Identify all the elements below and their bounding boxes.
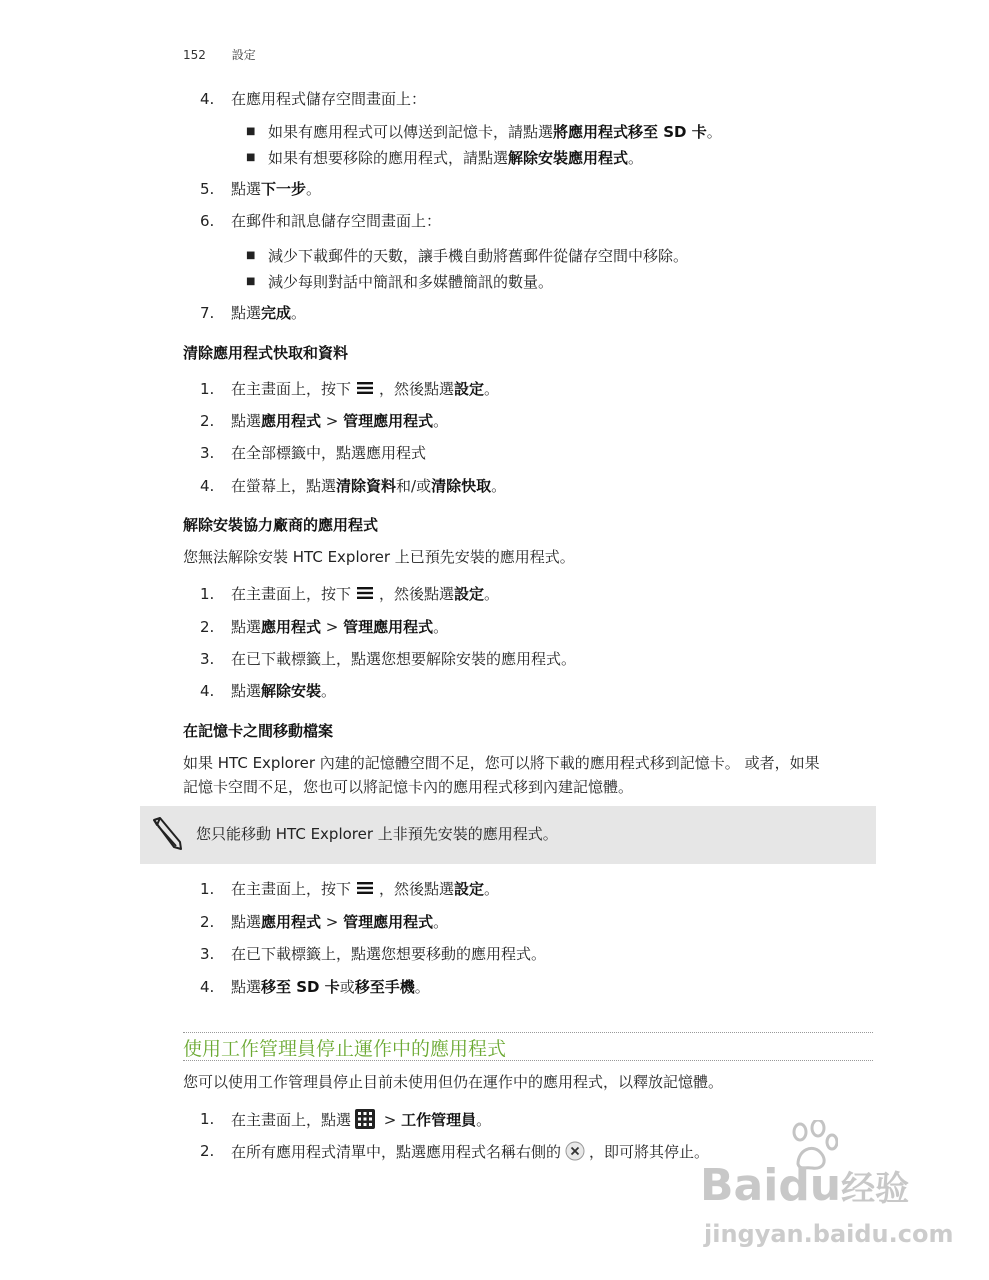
step-number: 7. <box>200 304 215 322</box>
step-text: 在已下載標籤上，點選您想要移動的應用程式。 <box>231 945 547 963</box>
page-header <box>183 46 256 63</box>
section-name: 設定 <box>231 48 256 62</box>
step-number: 1. <box>200 585 215 603</box>
step-text: 在主畫面上，按下 ，然後點選設定。 <box>231 880 500 898</box>
step-text: 在所有應用程式清單中，點選應用程式名稱右側的 ，即可將其停止。 <box>231 1143 710 1161</box>
pencil-icon <box>148 816 184 852</box>
step-number: 3. <box>200 444 215 462</box>
bullet-text: 減少下載郵件的天數，讓手機自動將舊郵件從儲存空間中移除。 <box>268 247 689 265</box>
section-heading: 在記憶卡之間移動檔案 <box>183 722 334 740</box>
bullet: ■ <box>246 250 256 261</box>
menu-icon <box>355 880 375 896</box>
step-text: 在主畫面上，按下 ，然後點選設定。 <box>231 380 500 398</box>
step-number: 6. <box>200 212 215 230</box>
step-number: 2. <box>200 1142 215 1160</box>
step-text: 在應用程式儲存空間畫面上： <box>231 90 427 108</box>
section-intro: 您無法解除安裝 HTC Explorer 上已預先安裝的應用程式。 <box>183 548 575 566</box>
step-number: 2. <box>200 412 215 430</box>
section-heading: 解除安裝協力廠商的應用程式 <box>183 516 379 534</box>
step-number: 4. <box>200 682 215 700</box>
step-text: 點選解除安裝。 <box>231 682 337 700</box>
section-intro: 如果 HTC Explorer 內建的記憶體空間不足，您可以將下載的應用程式移到記憶卡。 或者，如果 記憶卡空間不足，您也可以將記憶卡內的應用程式移到內建記憶體。 <box>183 754 820 796</box>
step-text: 點選應用程式 > 管理應用程式。 <box>231 618 449 636</box>
step-text: 點選下一步。 <box>231 180 322 198</box>
section-title: 使用工作管理員停止運作中的應用程式 <box>183 1038 507 1060</box>
divider <box>183 1032 873 1033</box>
section-intro: 您可以使用工作管理員停止目前未使用但仍在運作中的應用程式，以釋放記憶體。 <box>183 1073 724 1091</box>
bullet-text: 如果有應用程式可以傳送到記憶卡，請點選將應用程式移至 SD 卡。 <box>268 123 722 141</box>
step-number: 1. <box>200 1110 215 1128</box>
step-number: 4. <box>200 978 215 996</box>
step-number: 3. <box>200 650 215 668</box>
step-number: 4. <box>200 477 215 495</box>
watermark <box>700 1120 954 1270</box>
section-heading: 清除應用程式快取和資料 <box>183 344 349 362</box>
step-text: 點選應用程式 > 管理應用程式。 <box>231 913 449 931</box>
step-text: 在郵件和訊息儲存空間畫面上： <box>231 212 442 230</box>
menu-icon <box>355 585 375 601</box>
divider <box>183 1060 873 1061</box>
menu-icon <box>355 380 375 396</box>
note-text: 您只能移動 HTC Explorer 上非預先安裝的應用程式。 <box>196 825 558 843</box>
watermark-brand: Baidu经验 <box>700 1160 910 1211</box>
page-number: 152 <box>183 48 206 62</box>
step-number: 3. <box>200 945 215 963</box>
step-text: 在主畫面上，點選 > 工作管理員。 <box>231 1111 492 1129</box>
step-text: 在全部標籤中，點選應用程式 <box>231 444 427 462</box>
step-number: 4. <box>200 90 215 108</box>
bullet: ■ <box>246 152 256 163</box>
step-number: 1. <box>200 380 215 398</box>
bullet: ■ <box>246 126 256 137</box>
step-number: 2. <box>200 913 215 931</box>
step-text: 點選應用程式 > 管理應用程式。 <box>231 412 449 430</box>
bullet-text: 減少每則對話中簡訊和多媒體簡訊的數量。 <box>268 273 554 291</box>
step-text: 點選移至 SD 卡或移至手機。 <box>231 978 430 996</box>
step-number: 1. <box>200 880 215 898</box>
step-text: 在已下載標籤上，點選您想要解除安裝的應用程式。 <box>231 650 577 668</box>
step-text: 在主畫面上，按下 ，然後點選設定。 <box>231 585 500 603</box>
step-text: 點選完成。 <box>231 304 307 322</box>
bullet-text: 如果有想要移除的應用程式，請點選解除安裝應用程式。 <box>268 149 644 167</box>
step-text: 在螢幕上，點選清除資料和/或清除快取。 <box>231 477 507 495</box>
all-apps-icon <box>355 1109 375 1129</box>
close-icon <box>565 1141 585 1161</box>
step-number: 5. <box>200 180 215 198</box>
step-number: 2. <box>200 618 215 636</box>
bullet: ■ <box>246 276 256 287</box>
watermark-url: jingyan.baidu.com <box>704 1220 954 1248</box>
